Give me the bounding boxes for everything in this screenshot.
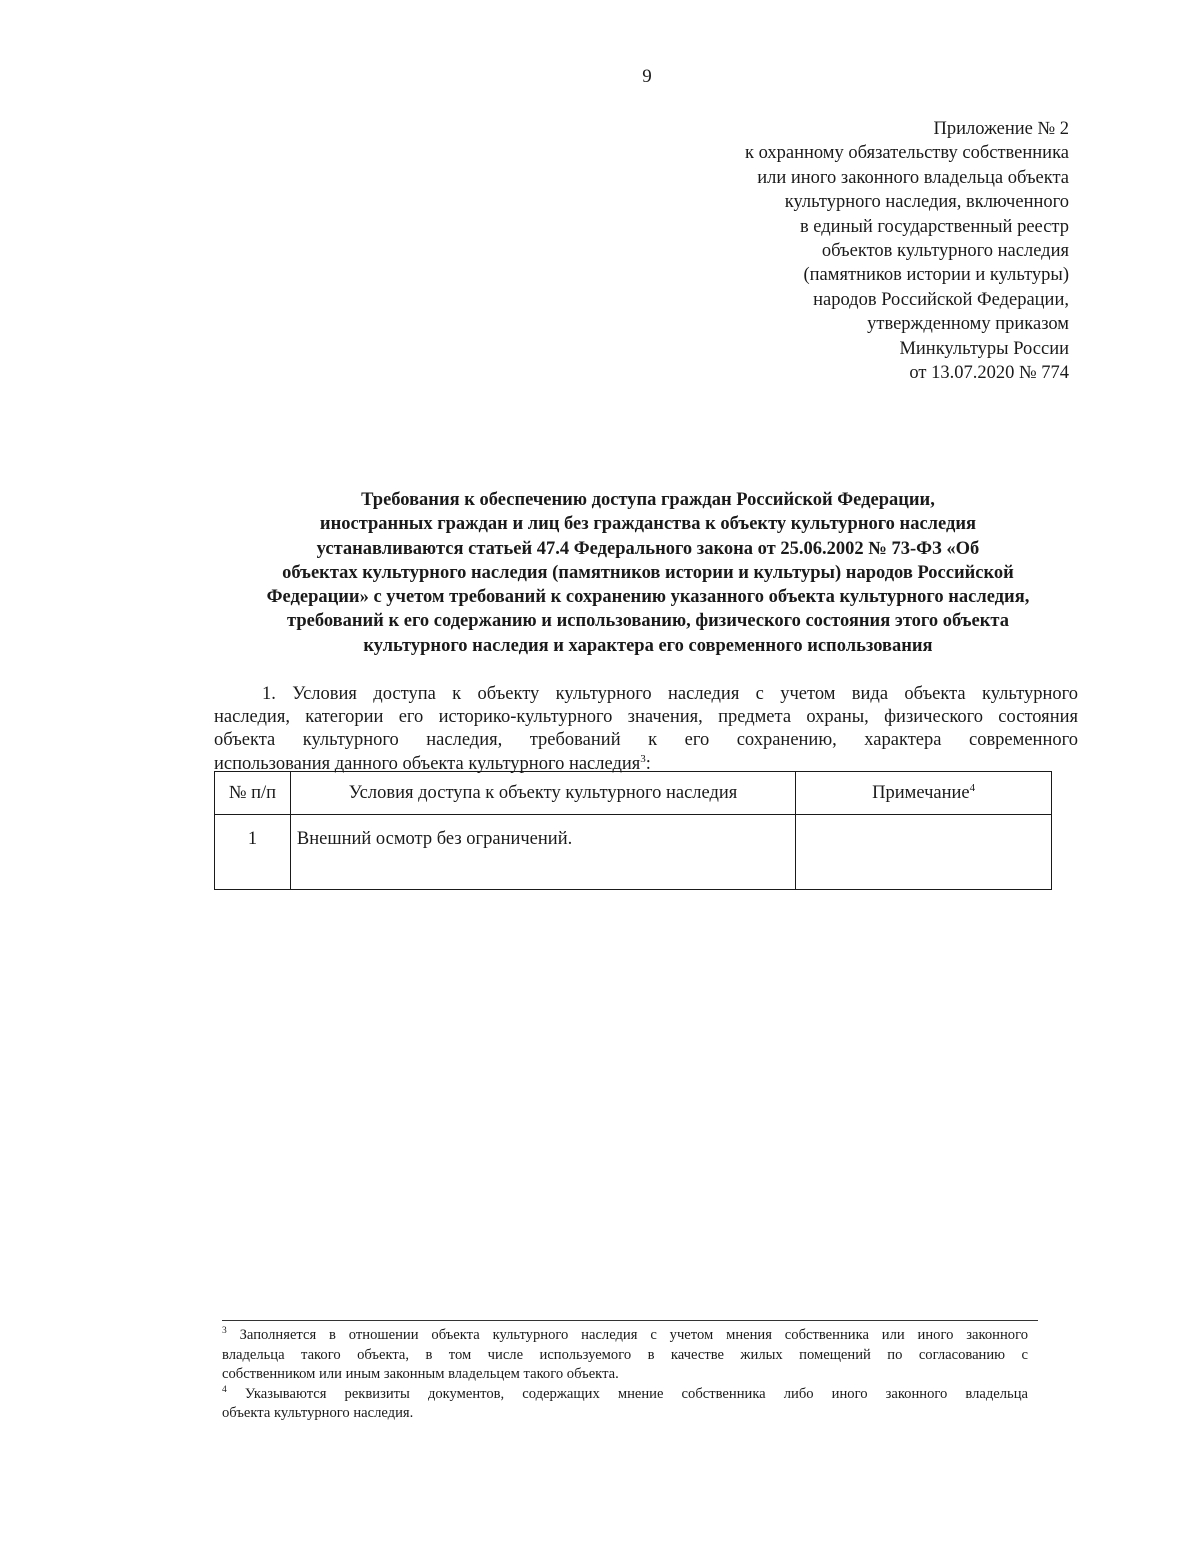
table-header-row: [215, 772, 1052, 815]
footnote-line: объекта культурного наследия.: [222, 1405, 414, 1422]
title-line: Требования к обеспечению доступа граждан Российской Федерации,: [361, 490, 935, 510]
footnote-line: владельца такого объекта, в том числе используемого в качестве жилых помещений по согласованию с: [222, 1346, 1028, 1363]
access-conditions-paragraph: [214, 683, 1078, 776]
footnote-line: собственником или иным законным владельцем такого объекта.: [222, 1366, 619, 1383]
appendix-header-line: народов Российской Федерации,: [813, 289, 1069, 310]
header-conditions: Условия доступа к объекту культурного наследия: [290, 772, 795, 815]
access-conditions-table: [214, 771, 1052, 890]
page-number: 9: [642, 66, 652, 87]
appendix-header-line: утвержденному приказом: [867, 314, 1069, 335]
appendix-header-line: к охранному обязательству собственника: [744, 143, 1069, 164]
footnotes: [222, 1326, 1028, 1424]
title-line: объектах культурного наследия (памятников истории и культуры) народов Российской: [282, 562, 1014, 583]
appendix-header-line: объектов культурного наследия: [821, 241, 1069, 262]
title-line: культурного наследия и характера его современного использования: [363, 635, 933, 656]
header-note-label: Примечание: [872, 782, 970, 803]
paragraph-line-text: использования данного объекта культурного наследия: [214, 753, 641, 774]
appendix-header-line: от 13.07.2020 № 774: [909, 363, 1069, 384]
footnote-text: Заполняется в отношении объекта культурного наследия с учетом мнения собственника или иного законного: [239, 1327, 1028, 1343]
title-line: требований к его содержанию и использованию, физического состояния этого объекта: [287, 611, 1009, 632]
appendix-header-line: или иного законного владельца объекта: [757, 167, 1069, 188]
paragraph-line: объекта культурного наследия, требований к его сохранению, характера современного: [214, 730, 1078, 751]
appendix-header: [649, 117, 1069, 385]
title-line: иностранных граждан и лиц без гражданства к объекту культурного наследия: [319, 514, 977, 535]
footnote-ref-4[interactable]: 4: [969, 781, 976, 794]
appendix-header-line: Приложение № 2: [933, 119, 1069, 139]
title-line: Федерации» с учетом требований к сохранению указанного объекта культурного наследия,: [266, 587, 1030, 608]
header-note: [796, 772, 1052, 815]
footnote-divider: [222, 1320, 1038, 1321]
appendix-header-line: культурного наследия, включенного: [784, 192, 1069, 213]
paragraph-colon: :: [645, 753, 651, 774]
footnote-4: [222, 1385, 1028, 1424]
row-num: 1: [215, 815, 291, 890]
footnote-marker: 4: [222, 1384, 227, 1395]
paragraph-line: 1. Условия доступа к объекту культурного наследия с учетом вида объекта культурного: [262, 684, 1078, 704]
title-line: устанавливаются статьей 47.4 Федерального закона от 25.06.2002 № 73-ФЗ «Об: [316, 538, 980, 559]
header-num: № п/п: [215, 772, 291, 815]
footnote-ref-3[interactable]: 3: [640, 752, 646, 765]
row-note: [796, 815, 1052, 890]
footnote-line: [222, 1385, 1028, 1405]
row-conditions: Внешний осмотр без ограничений.: [290, 815, 795, 890]
table-row: [215, 815, 1052, 890]
appendix-header-line: (памятников истории и культуры): [803, 265, 1069, 286]
document-title: [160, 488, 1136, 658]
footnote-3: [222, 1326, 1028, 1385]
paragraph-line: наследия, категории его историко-культурного значения, предмета охраны, физического состояния: [214, 707, 1078, 728]
appendix-header-line: в единый государственный реестр: [799, 216, 1069, 237]
footnote-text: Указываются реквизиты документов, содержащих мнение собственника либо иного законного владельца: [244, 1385, 1028, 1402]
appendix-header-line: Минкультуры России: [899, 338, 1069, 359]
footnote-marker: 3: [222, 1326, 227, 1337]
footnote-line: [222, 1326, 1028, 1346]
